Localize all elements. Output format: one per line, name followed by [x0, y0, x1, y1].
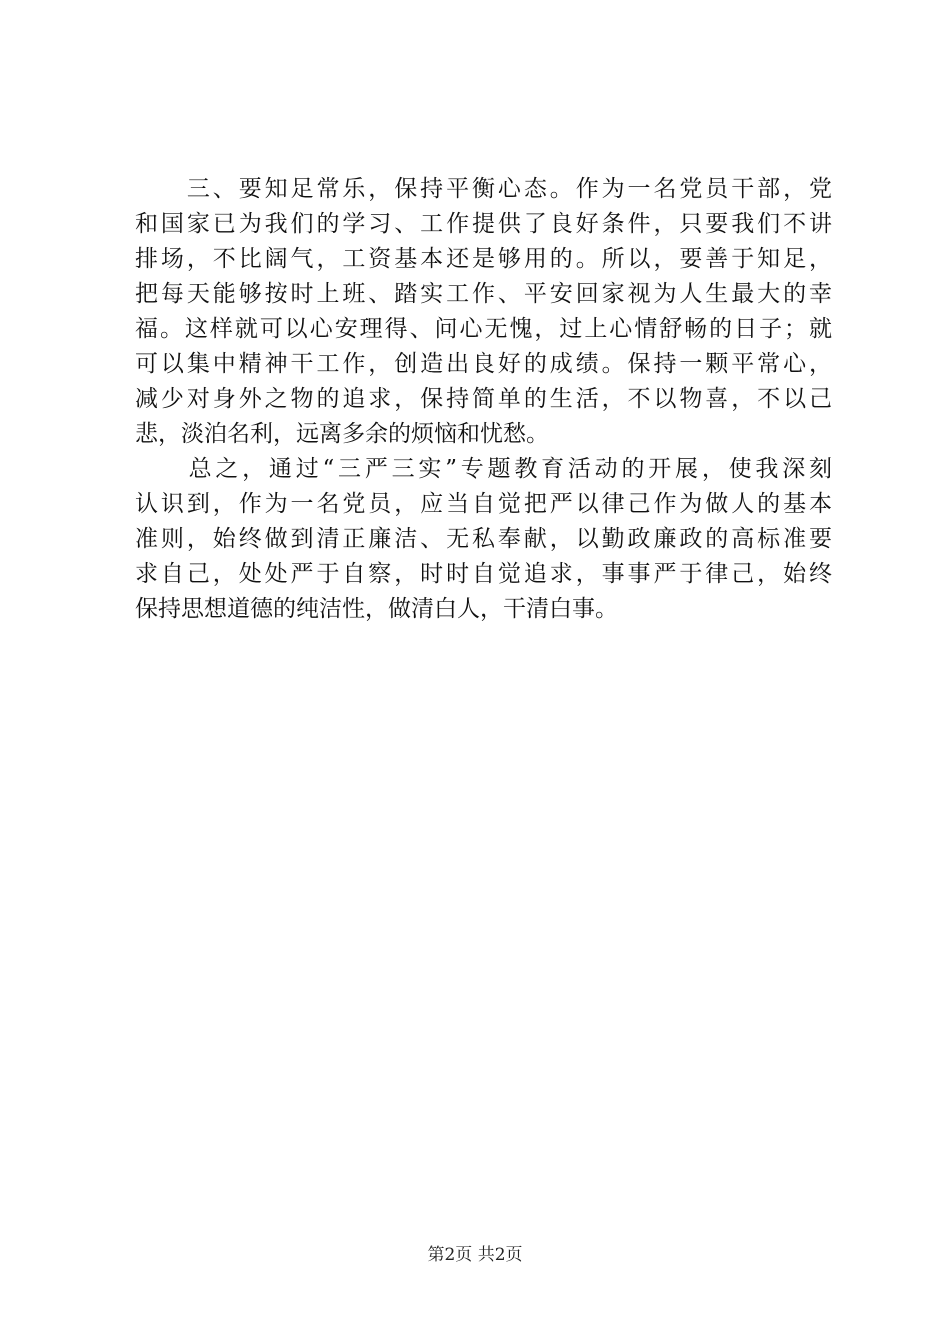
paragraph-line: 福。这样就可以心安理得、问心无愧，过上心情舒畅的日子；就 — [135, 316, 832, 342]
paragraph-line: 排场，不比阔气，工资基本还是够用的。所以，要善于知足， — [135, 246, 832, 272]
paragraph-line: 认识到，作为一名党员，应当自觉把严以律己作为做人的基本 — [135, 491, 832, 517]
page-number-footer: 第2页 共2页 — [427, 1245, 523, 1265]
paragraph-line: 可以集中精神干工作，创造出良好的成绩。保持一颗平常心， — [135, 351, 832, 377]
paragraph-line: 求自己，处处严于自察，时时自觉追求，事事严于律己，始终 — [135, 561, 832, 587]
paragraph-line: 减少对身外之物的追求，保持简单的生活，不以物喜，不以己 — [135, 386, 832, 412]
paragraph-line: 准则，始终做到清正廉洁、无私奉献，以勤政廉政的高标准要 — [135, 526, 832, 552]
document-body — [135, 172, 832, 627]
paragraph-line: 把每天能够按时上班、踏实工作、平安回家视为人生最大的幸 — [135, 281, 832, 307]
paragraph-line: 悲，淡泊名利，远离多余的烦恼和忧愁。 — [135, 421, 549, 447]
paragraph-line: 保持思想道德的纯洁性，做清白人，干清白事。 — [135, 596, 618, 622]
paragraph-line: 三、要知足常乐，保持平衡心态。作为一名党员干部，党 — [135, 176, 832, 202]
paragraph-line: 总之，通过“三严三实”专题教育活动的开展，使我深刻 — [135, 456, 832, 482]
paragraph-2 — [135, 452, 832, 627]
paragraph-1 — [135, 172, 832, 452]
paragraph-line: 和国家已为我们的学习、工作提供了良好条件，只要我们不讲 — [135, 211, 832, 237]
